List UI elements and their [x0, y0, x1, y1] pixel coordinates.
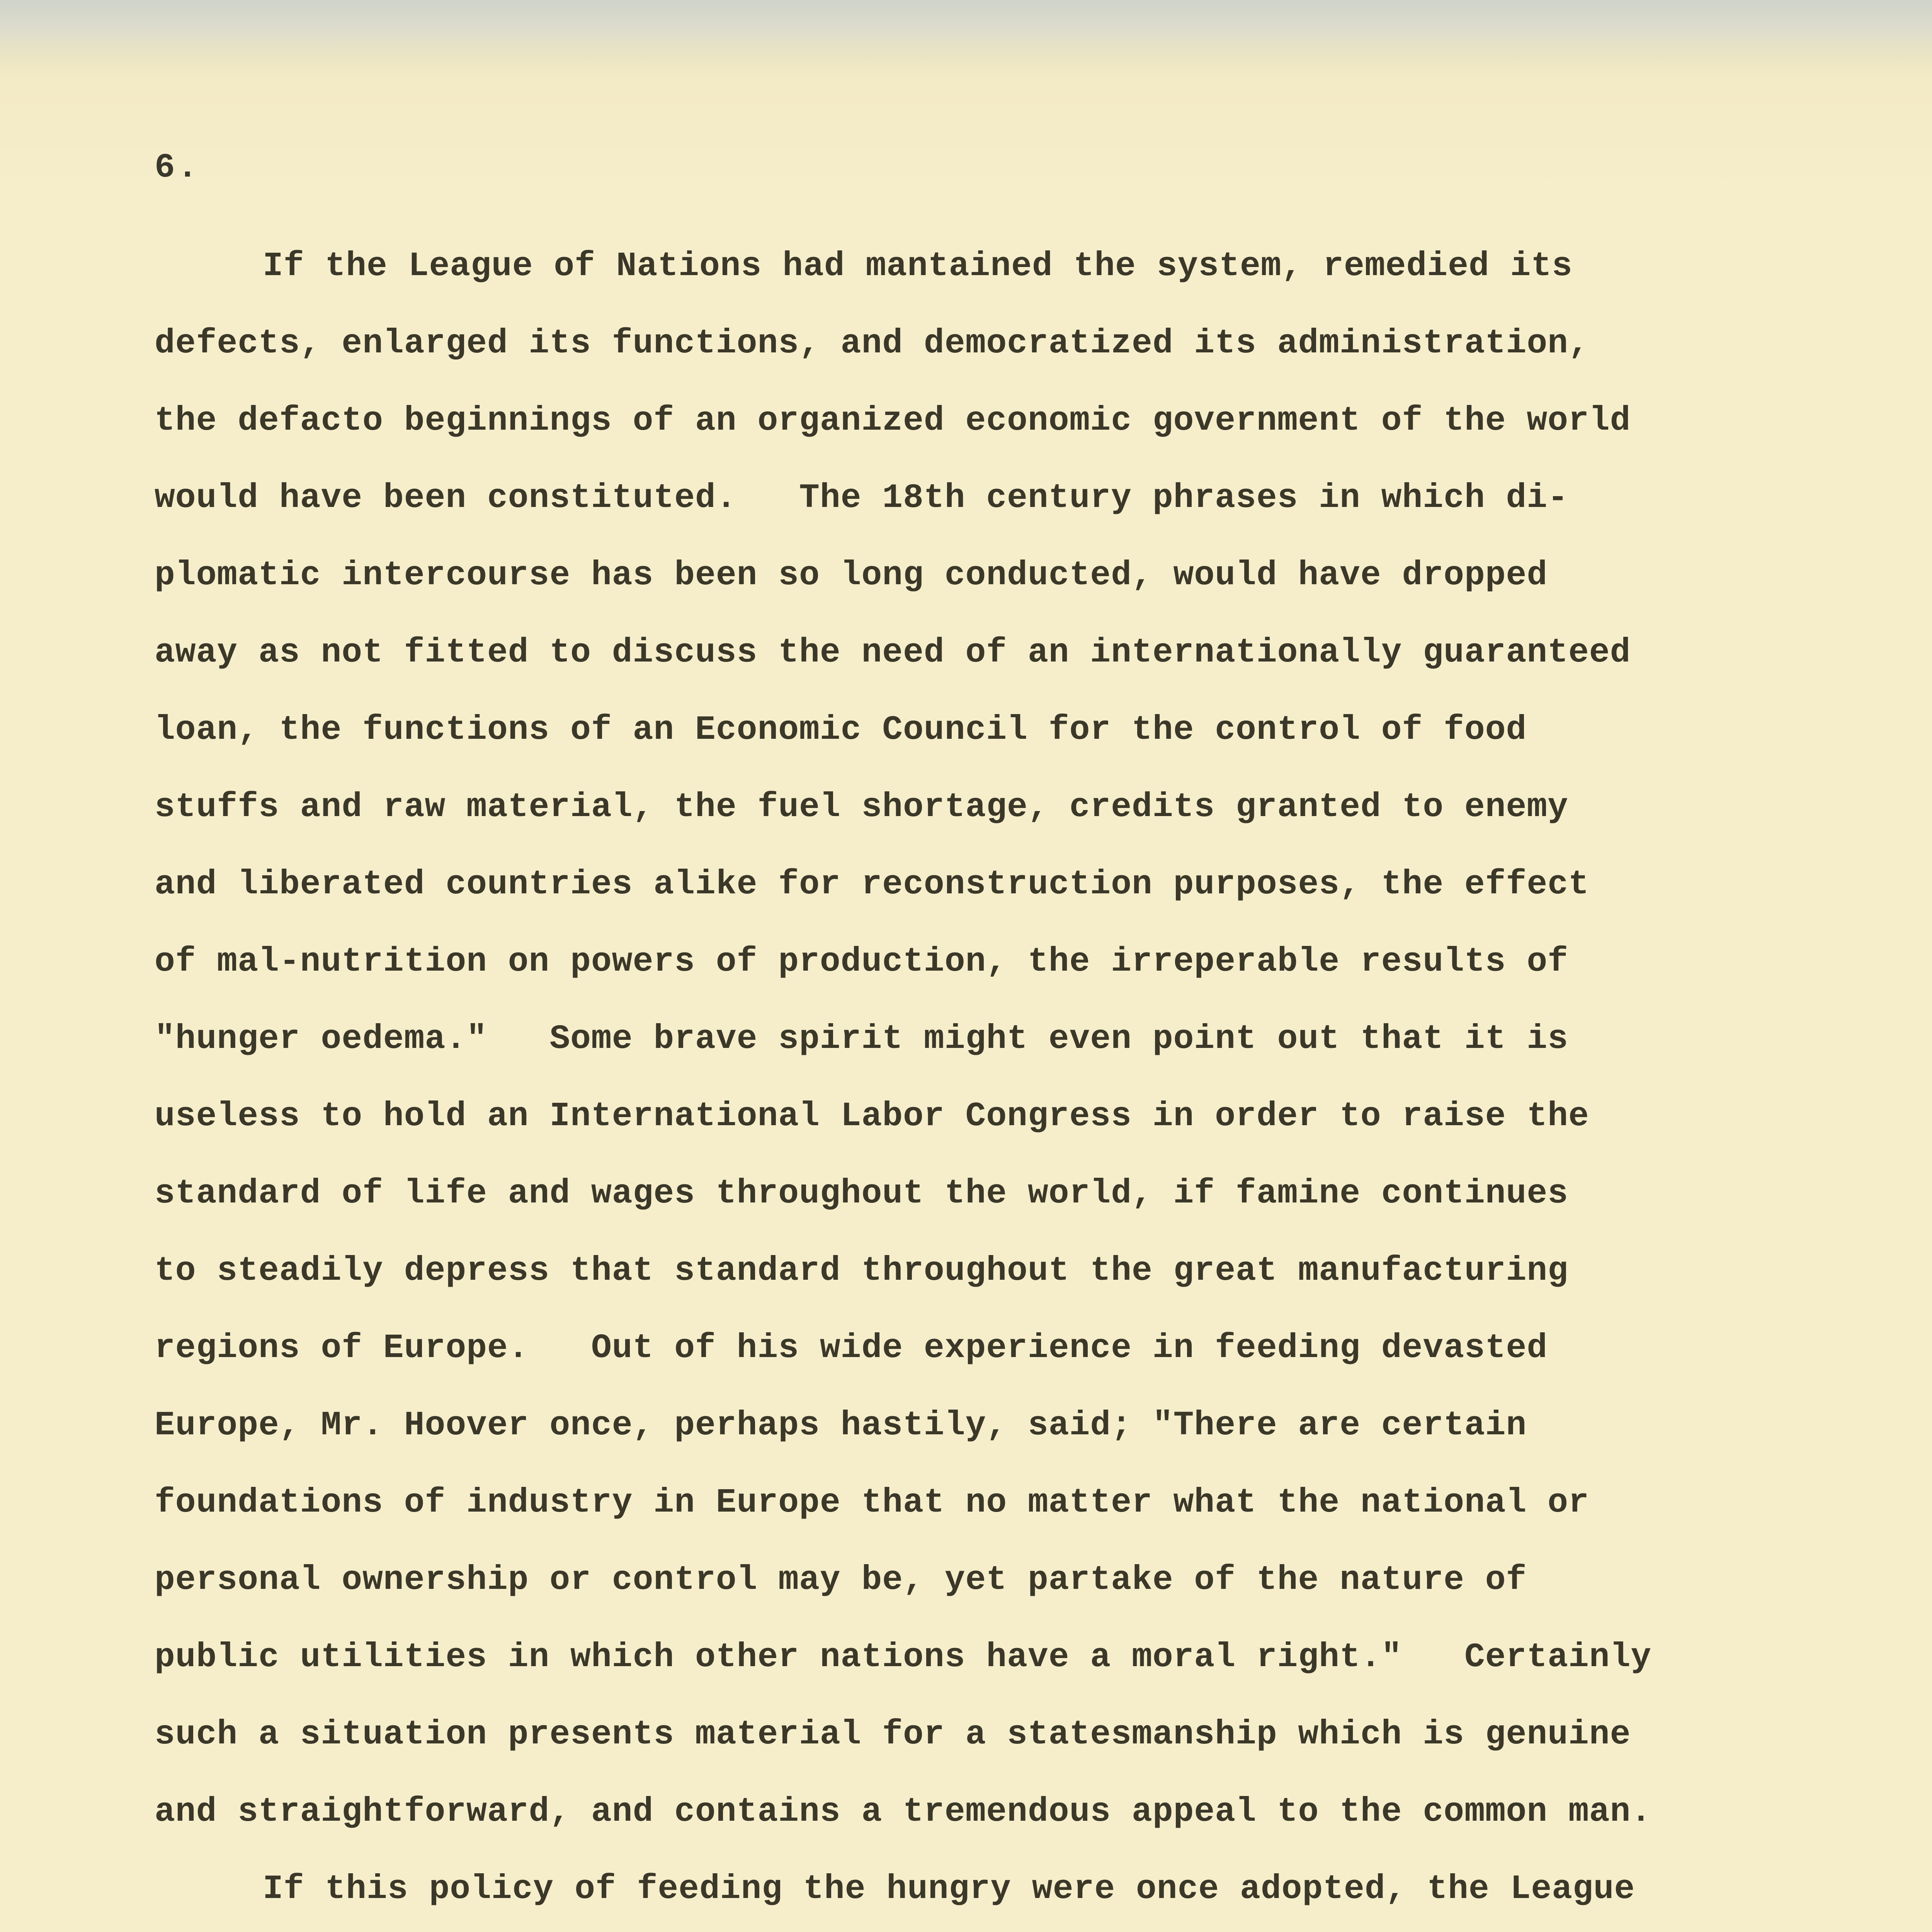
- text-line: standard of life and wages throughout the world, if famine continues: [155, 1175, 1568, 1213]
- text-line: personal ownership or control may be, yet partake of the nature of: [155, 1561, 1527, 1599]
- text-line: defects, enlarged its functions, and democratized its administration,: [155, 325, 1589, 363]
- text-line: and straightforward, and contains a tremendous appeal to the common man.: [155, 1793, 1652, 1831]
- text-line: public utilities in which other nations have a moral right." Certainly: [155, 1638, 1652, 1677]
- text-line: loan, the functions of an Economic Council for the control of food: [155, 711, 1527, 749]
- text-line: [155, 1928, 1847, 1932]
- text-line: and liberated countries alike for reconstruction purposes, the effect: [155, 866, 1589, 904]
- text-line: plomatic intercourse has been so long conducted, would have dropped: [155, 556, 1548, 595]
- scan-top-edge: [0, 0, 1932, 77]
- text-line: regions of Europe. Out of his wide experience in feeding devasted: [155, 1329, 1548, 1367]
- page-number: 6.: [155, 149, 200, 187]
- text-line: to steadily depress that standard throughout the great manufacturing: [155, 1252, 1568, 1290]
- text-line: Europe, Mr. Hoover once, perhaps hastily, said; "There are certain: [155, 1406, 1527, 1445]
- text-line: the defacto beginnings of an organized economic government of the world: [155, 402, 1631, 440]
- text-line: "hunger oedema." Some brave spirit might even point out that it is: [155, 1020, 1568, 1058]
- text-line: foundations of industry in Europe that no matter what the national or: [155, 1484, 1589, 1522]
- text-line: If this policy of feeding the hungry were once adopted, the League: [263, 1870, 1635, 1908]
- text-line: stuffs and raw material, the fuel shortage, credits granted to enemy: [155, 788, 1568, 827]
- text-line: of mal-nutrition on powers of production, the irreperable results of: [155, 943, 1568, 981]
- text-line: away as not fitted to discuss the need of an internationally guaranteed: [155, 634, 1631, 672]
- text-line: would have been constituted. The 18th century phrases in which di-: [155, 479, 1568, 517]
- text-line: If the League of Nations had mantained the system, remedied its: [263, 247, 1573, 286]
- text-line: such a situation presents material for a statesmanship which is genuine: [155, 1716, 1631, 1754]
- typed-body-text: [155, 228, 1847, 1932]
- text-line: useless to hold an International Labor Congress in order to raise the: [155, 1097, 1589, 1136]
